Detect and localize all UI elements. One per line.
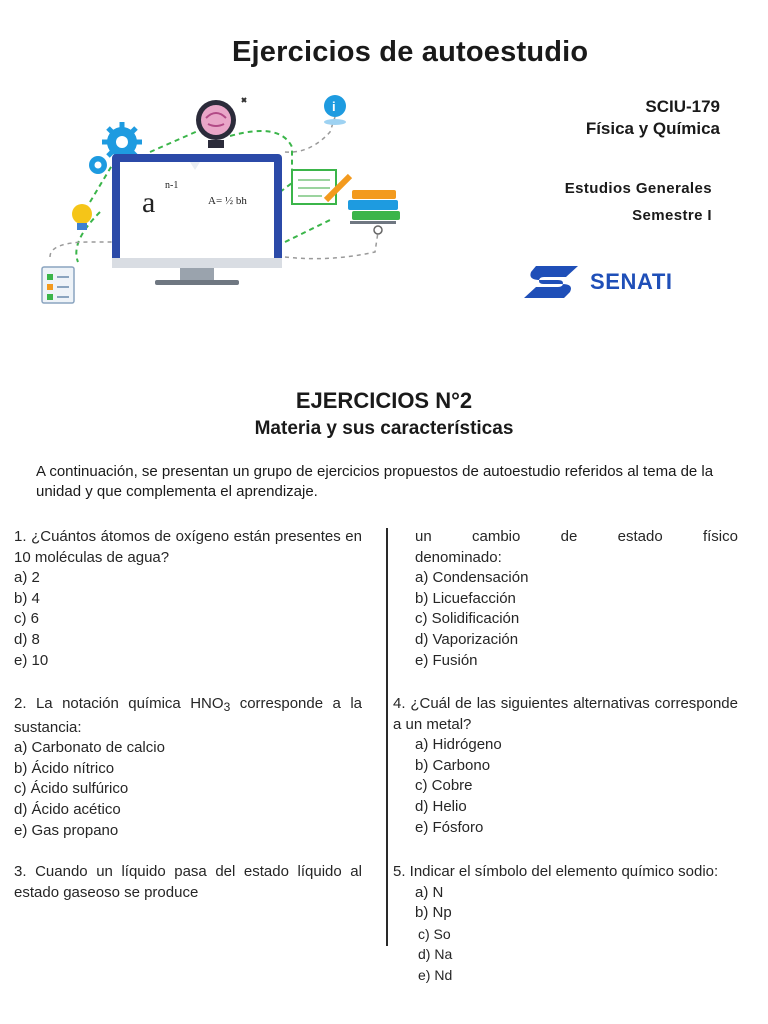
board-formula-exponent: n-1 — [165, 180, 179, 191]
option-item: e) Nd — [418, 966, 453, 983]
option-item: b) Ácido nítrico — [14, 759, 115, 777]
brain-bulb-icon — [196, 98, 246, 148]
intro-paragraph: A continuación, se presentan un grupo de ejercicios propuestos de autoestudio referidos al tema de la unidad y que complementa el aprendizaje. — [36, 463, 714, 500]
svg-text:i: i — [332, 99, 336, 114]
senati-logo-icon — [522, 264, 580, 300]
notepad-icon — [292, 170, 350, 204]
option-item: a) Hidrógeno — [415, 736, 502, 754]
senati-logo — [522, 264, 673, 300]
section-title: EJERCICIOS N°2 — [295, 388, 473, 413]
program-info — [565, 175, 712, 229]
books-icon — [348, 190, 400, 224]
option-item: b) Licuefacción — [415, 589, 516, 607]
board-formula-area: A= ½ bh — [208, 195, 247, 207]
document-title: Ejercicios de autoestudio — [232, 36, 589, 68]
option-item: e) Fósforo — [415, 818, 484, 836]
info-icon — [324, 95, 346, 125]
question-4 — [393, 694, 738, 838]
option-item: a) Carbonato de calcio — [14, 739, 165, 757]
option-item: a) 2 — [14, 569, 40, 587]
course-info — [586, 96, 720, 140]
option-item: c) Solidificación — [415, 610, 520, 628]
course-code: SCIU-179 — [645, 97, 720, 116]
question-5 — [393, 862, 738, 986]
question-3-continuation — [393, 527, 738, 671]
course-name: Física y Química — [585, 119, 720, 138]
question-3-continuation-line1: un cambio de estado físico — [415, 528, 738, 545]
semester-label: Semestre I — [632, 207, 712, 224]
question-1-text: 1. ¿Cuántos átomos de oxígeno están presentes en 10 moléculas de agua? — [14, 528, 362, 566]
option-item: a) N — [415, 883, 444, 901]
question-2-text-after: corresponde a la sustancia: — [14, 695, 362, 736]
option-item: c) Cobre — [415, 777, 473, 795]
option-item: c) Ácido sulfúrico — [14, 780, 129, 798]
study-illustration — [30, 92, 420, 317]
brand-name: SENATI — [590, 269, 673, 294]
column-divider — [386, 528, 388, 946]
program-name: Estudios Generales — [564, 180, 712, 197]
question-3-continuation-line2: denominado: — [415, 548, 502, 566]
question-3-text: 3. Cuando un líquido pasa del estado líquido al estado gaseoso se produce — [14, 863, 362, 901]
question-2 — [14, 694, 362, 841]
option-item: e) Gas propano — [14, 821, 119, 839]
question-4-text: 4. ¿Cuál de las siguientes alternativas corresponde a un metal? — [393, 695, 738, 733]
section-subtitle: Materia y sus características — [254, 418, 514, 439]
checklist-icon — [42, 267, 74, 303]
board-formula-base: a — [142, 186, 156, 219]
option-item: b) Carbono — [415, 756, 491, 774]
option-item: d) Ácido acético — [14, 800, 121, 818]
monitor-icon — [112, 154, 282, 285]
question-2-text-before: 2. La notación química HNO — [14, 695, 224, 712]
option-item: b) Np — [415, 904, 452, 922]
option-item: e) 10 — [14, 651, 49, 669]
option-item: c) 6 — [14, 610, 40, 628]
option-item: d) Helio — [415, 797, 467, 815]
option-item: c) So — [418, 925, 451, 942]
option-item: b) 4 — [14, 589, 40, 607]
light-bulb-icon — [72, 204, 92, 230]
question-2-subscript: 3 — [223, 700, 231, 714]
question-5-text: 5. Indicar el símbolo del elemento químico sodio: — [393, 863, 719, 880]
option-item: e) Fusión — [415, 651, 478, 669]
question-3 — [14, 862, 362, 903]
question-2-text — [14, 694, 362, 738]
option-item: d) Vaporización — [415, 630, 519, 648]
option-item: d) 8 — [14, 630, 40, 648]
option-item: d) Na — [418, 946, 453, 963]
option-item: a) Condensación — [415, 569, 529, 587]
question-1 — [14, 527, 362, 671]
